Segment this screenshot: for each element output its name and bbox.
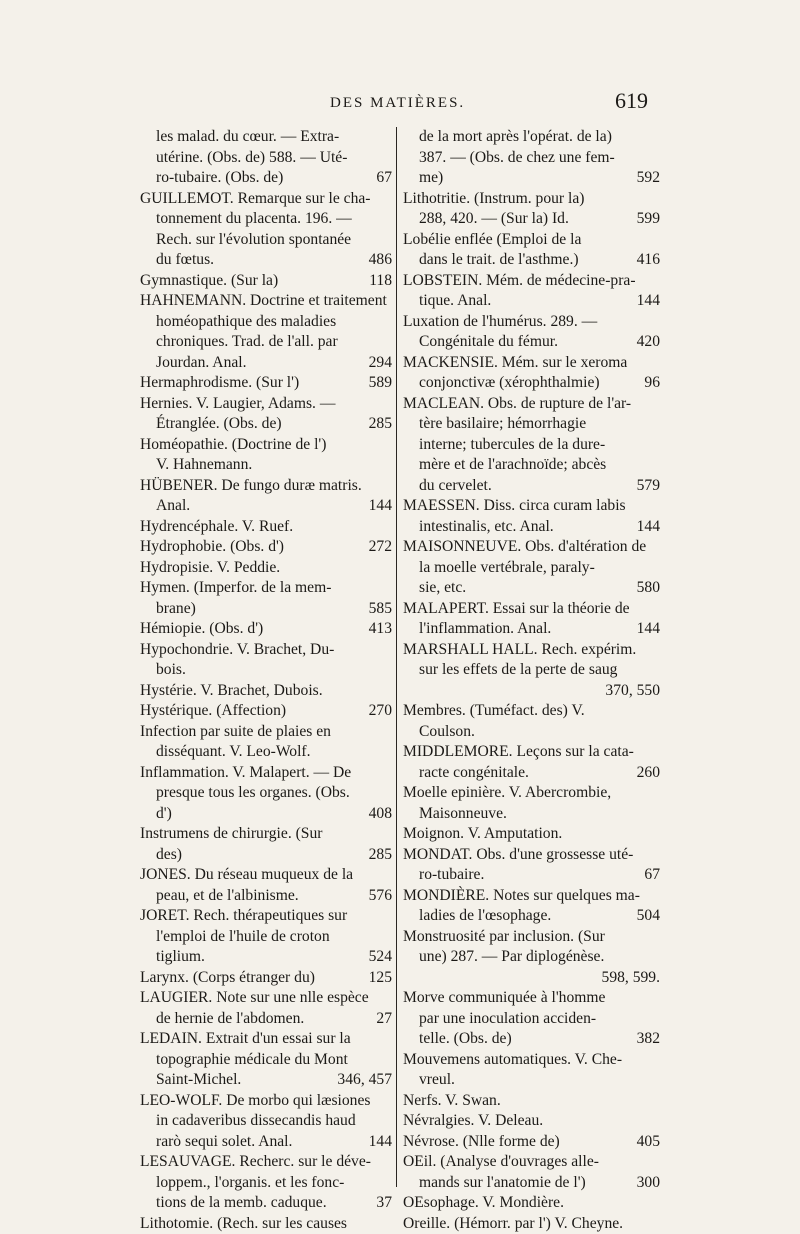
index-line: [403, 865, 660, 886]
index-line: [140, 271, 392, 292]
index-line: [403, 496, 660, 517]
index-page-ref: 144: [633, 291, 660, 312]
index-line: [403, 455, 660, 476]
index-page-ref: 67: [640, 865, 660, 886]
index-entry-text: Étranglée. (Obs. de): [140, 414, 365, 435]
index-entry-text: interne; tubercules de la dure-: [403, 435, 660, 456]
index-entry-text: Lithotritie. (Instrum. pour la): [403, 189, 660, 210]
index-entry-text: MALAPERT. Essai sur la théorie de: [403, 599, 660, 620]
index-line: [403, 1193, 660, 1214]
index-entry-text: tère basilaire; hémorrhagie: [403, 414, 660, 435]
index-entry-text: HAHNEMANN. Doctrine et traitement: [140, 291, 392, 312]
index-page-ref: 420: [633, 332, 660, 353]
index-column-left: [140, 127, 392, 1234]
index-entry-text: une) 287. — Par diplogénèse.: [403, 947, 660, 968]
index-entry-text: LEDAIN. Extrait d'un essai sur la: [140, 1029, 392, 1050]
index-page-ref: 405: [633, 1132, 660, 1153]
index-page-ref: 413: [365, 619, 392, 640]
index-line: [140, 230, 392, 251]
index-page-ref: 585: [365, 599, 392, 620]
index-entry-text: Lithotomie. (Rech. sur les causes: [140, 1214, 392, 1234]
index-entry-text: Maisonneuve.: [403, 804, 660, 825]
index-entry-text: Anal.: [140, 496, 365, 517]
index-line: [140, 701, 392, 722]
index-entry-text: tique. Anal.: [403, 291, 633, 312]
index-line: [140, 537, 392, 558]
index-line: [140, 578, 392, 599]
index-entry-text: LEO-WOLF. De morbo qui læsiones: [140, 1091, 392, 1112]
index-page-ref: 382: [633, 1029, 660, 1050]
index-entry-text: rarò sequi solet. Anal.: [140, 1132, 365, 1153]
index-entry-text: presque tous les organes. (Obs.: [140, 783, 392, 804]
index-page-ref: 294: [365, 353, 392, 374]
index-line: [140, 968, 392, 989]
index-line: [140, 353, 392, 374]
index-line: [140, 496, 392, 517]
index-entry-text: OEil. (Analyse d'ouvrages alle-: [403, 1152, 660, 1173]
index-line: [403, 1091, 660, 1112]
index-page-ref: 599: [633, 209, 660, 230]
index-line: [140, 742, 392, 763]
index-entry-text: loppem., l'organis. et les fonc-: [140, 1173, 392, 1194]
index-line: [140, 599, 392, 620]
index-line: [403, 722, 660, 743]
index-entry-text: Instrumens de chirurgie. (Sur: [140, 824, 392, 845]
index-entry-text: 387. — (Obs. de chez une fem-: [403, 148, 660, 169]
index-page-ref: 144: [633, 619, 660, 640]
index-line: [140, 947, 392, 968]
index-entry-text: me): [403, 168, 633, 189]
index-line: [140, 906, 392, 927]
index-line: [403, 783, 660, 804]
index-entry-text: LAUGIER. Note sur une nlle espèce: [140, 988, 392, 1009]
index-line: [403, 578, 660, 599]
index-line: [140, 1152, 392, 1173]
index-entry-text: Jourdan. Anal.: [140, 353, 365, 374]
index-entry-text: tions de la memb. caduque.: [140, 1193, 372, 1214]
index-line: [140, 845, 392, 866]
index-entry-text: Inflammation. V. Malapert. — De: [140, 763, 392, 784]
index-page-ref: 144: [365, 496, 392, 517]
index-page-ref: 118: [365, 271, 392, 292]
index-page-ref: 27: [372, 1009, 392, 1030]
index-line: [403, 148, 660, 169]
index-entry-text: MONDAT. Obs. d'une grossesse uté-: [403, 845, 660, 866]
index-page-ref: 592: [633, 168, 660, 189]
index-line: [403, 1050, 660, 1071]
index-line: [403, 1214, 660, 1234]
index-entry-text: brane): [140, 599, 365, 620]
index-line: [140, 1173, 392, 1194]
index-entry-text: la moelle vertébrale, paraly-: [403, 558, 660, 579]
index-page-ref: 579: [633, 476, 660, 497]
index-entry-text: peau, et de l'albinisme.: [140, 886, 365, 907]
index-entry-text: Infection par suite de plaies en: [140, 722, 392, 743]
index-line: [140, 1132, 392, 1153]
index-entry-text: V. Hahnemann.: [140, 455, 392, 476]
index-line: [403, 1009, 660, 1030]
index-line: [403, 271, 660, 292]
index-entry-text: telle. (Obs. de): [403, 1029, 633, 1050]
index-line: [403, 824, 660, 845]
index-entry-text: les malad. du cœur. — Extra-: [140, 127, 392, 148]
index-entry-text: dans le trait. de l'asthme.): [403, 250, 633, 271]
index-line: [403, 742, 660, 763]
index-line: [403, 763, 660, 784]
index-line: [140, 1193, 392, 1214]
index-line: [403, 599, 660, 620]
index-entry-text: racte congénitale.: [403, 763, 633, 784]
index-entry-text: disséquant. V. Leo-Wolf.: [140, 742, 392, 763]
index-line: [403, 1111, 660, 1132]
index-entry-text: Moignon. V. Amputation.: [403, 824, 660, 845]
index-entry-text: d'): [140, 804, 365, 825]
index-entry-text: GUILLEMOT. Remarque sur le cha-: [140, 189, 392, 210]
index-line: [403, 988, 660, 1009]
index-entry-text: Homéopathie. (Doctrine de l'): [140, 435, 392, 456]
index-line: [403, 476, 660, 497]
index-entry-text: Hydrophobie. (Obs. d'): [140, 537, 365, 558]
index-entry-text: Congénitale du fémur.: [403, 332, 633, 353]
index-entry-text: Mouvemens automatiques. V. Che-: [403, 1050, 660, 1071]
index-entry-text: l'inflammation. Anal.: [403, 619, 633, 640]
index-page-ref: 486: [365, 250, 392, 271]
index-entry-text: Gymnastique. (Sur la): [140, 271, 365, 292]
index-page-ref: 346, 457: [333, 1070, 392, 1091]
index-line: [403, 291, 660, 312]
index-page-ref: 408: [365, 804, 392, 825]
index-line: [140, 660, 392, 681]
index-line: [403, 681, 660, 702]
index-line: [403, 886, 660, 907]
index-line: [403, 1132, 660, 1153]
index-line: [403, 189, 660, 210]
index-line: [140, 824, 392, 845]
index-line: [140, 148, 392, 169]
index-line: [140, 1070, 392, 1091]
index-entry-text: Hermaphrodisme. (Sur l'): [140, 373, 365, 394]
index-line: [140, 927, 392, 948]
index-line: [403, 1070, 660, 1091]
index-line: [140, 783, 392, 804]
index-page-ref: 270: [365, 701, 392, 722]
index-entry-text: de la mort après l'opérat. de la): [403, 127, 660, 148]
index-line: [140, 332, 392, 353]
index-entry-text: MACLEAN. Obs. de rupture de l'ar-: [403, 394, 660, 415]
index-line: [140, 988, 392, 1009]
index-line: [140, 517, 392, 538]
index-line: [403, 373, 660, 394]
index-line: [403, 250, 660, 271]
index-entry-text: MARSHALL HALL. Rech. expérim.: [403, 640, 660, 661]
index-page-ref: 96: [640, 373, 660, 394]
index-line: [140, 394, 392, 415]
index-page-ref: 416: [633, 250, 660, 271]
index-page-ref: 524: [365, 947, 392, 968]
column-divider: [396, 127, 397, 1187]
index-line: [403, 209, 660, 230]
index-entry-text: Hymen. (Imperfor. de la mem-: [140, 578, 392, 599]
index-line: [403, 845, 660, 866]
index-line: [403, 517, 660, 538]
index-entry-text: du cervelet.: [403, 476, 633, 497]
index-line: [403, 230, 660, 251]
index-entry-text: chroniques. Trad. de l'all. par: [140, 332, 392, 353]
index-entry-text: Coulson.: [403, 722, 660, 743]
index-line: [403, 1152, 660, 1173]
index-line: [403, 660, 660, 681]
index-line: [403, 640, 660, 661]
index-line: [403, 127, 660, 148]
index-line: [403, 804, 660, 825]
index-line: [140, 414, 392, 435]
index-page-ref: 125: [365, 968, 392, 989]
index-entry-text: ladies de l'œsophage.: [403, 906, 633, 927]
index-line: [140, 763, 392, 784]
index-entry-text: mands sur l'anatomie de l'): [403, 1173, 633, 1194]
index-entry-text: Moelle epinière. V. Abercrombie,: [403, 783, 660, 804]
index-line: [140, 640, 392, 661]
index-line: [403, 332, 660, 353]
index-line: [403, 168, 660, 189]
index-line: [403, 312, 660, 333]
index-line: [140, 435, 392, 456]
index-entry-text: JORET. Rech. thérapeutiques sur: [140, 906, 392, 927]
index-entry-text: topographie médicale du Mont: [140, 1050, 392, 1071]
index-page-ref: 260: [633, 763, 660, 784]
index-entry-text: tonnement du placenta. 196. —: [140, 209, 392, 230]
index-entry-text: in cadaveribus dissecandis haud: [140, 1111, 392, 1132]
index-line: [403, 414, 660, 435]
index-entry-text: Névrose. (Nlle forme de): [403, 1132, 633, 1153]
running-head: DES MATIÈRES.: [330, 95, 465, 112]
index-entry-text: vreul.: [403, 1070, 660, 1091]
index-line: [403, 701, 660, 722]
index-entry-text: ro-tubaire. (Obs. de): [140, 168, 372, 189]
index-line: [403, 1173, 660, 1194]
index-column-right: [403, 127, 660, 1234]
index-line: [140, 373, 392, 394]
index-entry-text: Oreille. (Hémorr. par l') V. Cheyne.: [403, 1214, 660, 1234]
index-entry-text: conjonctivæ (xérophthalmie): [403, 373, 640, 394]
index-entry-text: homéopathique des maladies: [140, 312, 392, 333]
index-line: [140, 189, 392, 210]
index-line: [140, 209, 392, 230]
index-entry-text: mère et de l'arachnoïde; abcès: [403, 455, 660, 476]
index-entry-text: sie, etc.: [403, 578, 633, 599]
index-line: [403, 947, 660, 968]
index-line: [140, 1111, 392, 1132]
index-line: [140, 476, 392, 497]
index-line: [140, 168, 392, 189]
index-line: [140, 1050, 392, 1071]
index-entry-text: Rech. sur l'évolution spontanée: [140, 230, 392, 251]
index-line: [403, 1029, 660, 1050]
index-entry-text: Membres. (Tuméfact. des) V.: [403, 701, 660, 722]
index-line: [403, 558, 660, 579]
index-entry-text: Hémiopie. (Obs. d'): [140, 619, 365, 640]
index-page-ref: 504: [633, 906, 660, 927]
index-entry-text: intestinalis, etc. Anal.: [403, 517, 633, 538]
index-page-ref: 576: [365, 886, 392, 907]
index-page-ref: 580: [633, 578, 660, 599]
index-entry-text: Larynx. (Corps étranger du): [140, 968, 365, 989]
index-entry-text: LOBSTEIN. Mém. de médecine-pra-: [403, 271, 660, 292]
index-entry-text: Lobélie enflée (Emploi de la: [403, 230, 660, 251]
index-entry-text: Nerfs. V. Swan.: [403, 1091, 660, 1112]
index-line: [140, 804, 392, 825]
index-line: [403, 435, 660, 456]
index-entry-text: OEsophage. V. Mondière.: [403, 1193, 660, 1214]
index-line: [403, 968, 660, 989]
index-entry-text: MONDIÈRE. Notes sur quelques ma-: [403, 886, 660, 907]
index-line: [403, 537, 660, 558]
index-entry-text: MACKENSIE. Mém. sur le xeroma: [403, 353, 660, 374]
index-page-ref: 272: [365, 537, 392, 558]
index-entry-text: Hydropisie. V. Peddie.: [140, 558, 392, 579]
index-entry-text: Névralgies. V. Deleau.: [403, 1111, 660, 1132]
index-page-ref: 67: [372, 168, 392, 189]
index-line: [140, 455, 392, 476]
index-entry-text: MIDDLEMORE. Leçons sur la cata-: [403, 742, 660, 763]
index-entry-text: Hystérique. (Affection): [140, 701, 365, 722]
index-entry-text: des): [140, 845, 365, 866]
index-entry-text: Hystérie. V. Brachet, Dubois.: [140, 681, 392, 702]
index-line: [140, 127, 392, 148]
index-entry-text: Morve communiquée à l'homme: [403, 988, 660, 1009]
index-line: [403, 353, 660, 374]
index-page-ref: 370, 550: [601, 681, 660, 702]
index-entry-text: HÜBENER. De fungo duræ matris.: [140, 476, 392, 497]
index-line: [403, 906, 660, 927]
index-line: [140, 681, 392, 702]
index-line: [403, 619, 660, 640]
index-entry-text: 288, 420. — (Sur la) Id.: [403, 209, 633, 230]
index-entry-text: Luxation de l'humérus. 289. —: [403, 312, 660, 333]
index-entry-text: l'emploi de l'huile de croton: [140, 927, 392, 948]
index-line: [140, 722, 392, 743]
index-page-ref: 285: [365, 414, 392, 435]
index-page-ref: 37: [372, 1193, 392, 1214]
index-page-ref: 589: [365, 373, 392, 394]
index-line: [140, 886, 392, 907]
index-entry-text: Hydrencéphale. V. Ruef.: [140, 517, 392, 538]
index-entry-text: Hypochondrie. V. Brachet, Du-: [140, 640, 392, 661]
index-entry-text: utérine. (Obs. de) 588. — Uté-: [140, 148, 392, 169]
index-line: [140, 1091, 392, 1112]
index-page-ref: 285: [365, 845, 392, 866]
page-number: 619: [615, 88, 648, 114]
index-entry-text: du fœtus.: [140, 250, 365, 271]
index-line: [140, 1029, 392, 1050]
index-entry-text: LESAUVAGE. Recherc. sur le déve-: [140, 1152, 392, 1173]
index-entry-text: sur les effets de la perte de saug: [403, 660, 660, 681]
index-entry-text: JONES. Du réseau muqueux de la: [140, 865, 392, 886]
index-page-ref: 144: [633, 517, 660, 538]
index-line: [140, 291, 392, 312]
index-entry-text: de hernie de l'abdomen.: [140, 1009, 372, 1030]
index-page-ref: 598, 599.: [598, 968, 660, 989]
index-entry-text: MAESSEN. Diss. circa curam labis: [403, 496, 660, 517]
index-line: [403, 927, 660, 948]
index-line: [140, 619, 392, 640]
index-line: [403, 394, 660, 415]
index-entry-text: bois.: [140, 660, 392, 681]
index-line: [140, 1214, 392, 1234]
index-entry-text: Monstruosité par inclusion. (Sur: [403, 927, 660, 948]
index-line: [140, 865, 392, 886]
index-page-ref: 300: [633, 1173, 660, 1194]
index-line: [140, 1009, 392, 1030]
index-entry-text: tiglium.: [140, 947, 365, 968]
index-line: [140, 312, 392, 333]
index-line: [140, 250, 392, 271]
index-line: [140, 558, 392, 579]
index-entry-text: par une inoculation acciden-: [403, 1009, 660, 1030]
index-entry-text: MAISONNEUVE. Obs. d'altération de: [403, 537, 660, 558]
index-page-ref: 144: [365, 1132, 392, 1153]
index-entry-text: ro-tubaire.: [403, 865, 640, 886]
index-entry-text: Saint-Michel.: [140, 1070, 333, 1091]
index-entry-text: Hernies. V. Laugier, Adams. —: [140, 394, 392, 415]
